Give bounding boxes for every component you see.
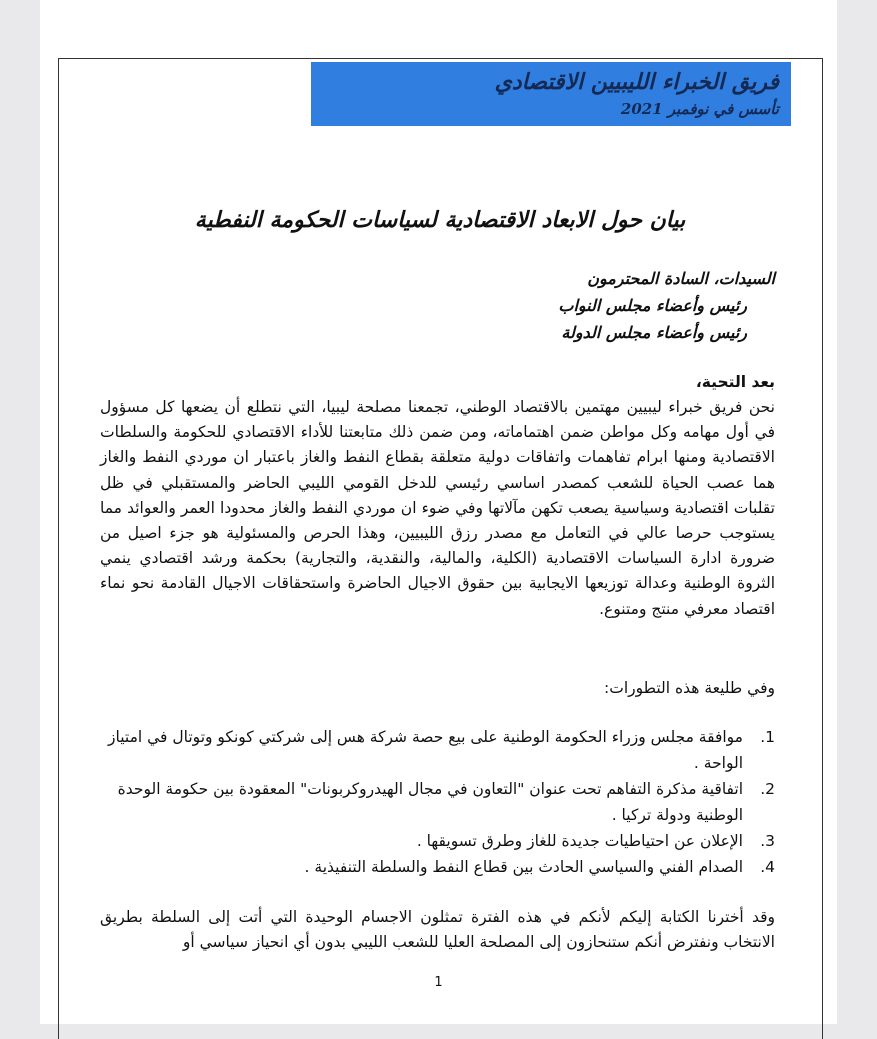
list-number: 4. (760, 858, 775, 876)
list-number: 2. (760, 780, 775, 798)
list-item (85, 724, 775, 776)
document-title: بيان حول الابعاد الاقتصادية لسياسات الحكومة النفطية (194, 207, 686, 233)
list-item (85, 828, 775, 854)
list-item (85, 854, 775, 880)
list-item-text: الصدام الفني والسياسي الحادث بين قطاع النفط والسلطة التنفيذية . (304, 858, 743, 876)
developments-intro: وفي طليعة هذه التطورات: (604, 679, 775, 697)
addressee-line: السيدات، السادة المحترمون (587, 269, 775, 288)
list-item-text: الإعلان عن احتياطيات جديدة للغاز وطرق تسويقها . (416, 832, 743, 850)
developments-list (85, 724, 775, 880)
list-item (85, 776, 775, 828)
greeting: بعد التحية، (695, 373, 775, 391)
intro-paragraph: نحن فريق خبراء ليبيين مهتمين بالاقتصاد الوطني، تجمعنا مصلحة ليبيا، التي نتطلع أن يضعها كل مسؤول في أول مهامه وكل مواطن ضمن اهتماماته، ومن ضمن ذلك متابعتنا للأداء الاقتصادي للحكومة والسلطات الاقتصادية ومنها ابرام تفاهمات واتفاقات دولية متعلقة بقطاع النفط والغاز باعتبار ان موردي النفط والغاز هما عصب الحياة للشعب كمصدر اساسي رئيسي للدخل القومي الليبي الحاضر والمستقبلي في ظل تقلبات اقتصادية وسياسية يصعب تكهن مآلاتها وفي ضوء ان موردي النفط والغاز محدودا العمر والعوائد مما يستوجب حرصا عالي في التعامل مع مصدر رزق الليبيين، وهذا الحرص والمسئولية هو جزء اصيل من ضرورة ادارة السياسات الاقتصادية (الكلية، والمالية، والنقدية، والتجارية) بحكمة ورشد اقتصادي ينمي الثروة الوطنية وعدالة توزيعها الايجابية بين حقوق الاجيال الحاضرة واستحقاقات الاجيال القادمة نحو نماء اقتصاد معرفي منتج ومتنوع. (100, 398, 775, 618)
page-number: 1 (434, 975, 443, 990)
addressee-block (558, 265, 775, 346)
closing-paragraph: وقد أخترنا الكتابة إليكم لأنكم في هذه الفترة تمثلون الاجسام الوحيدة التي أتت إلى السلطة بطريق الانتخاب ونفترض أنكم ستنحازون إلى المصلحة العليا للشعب الليبي بدون أي انحياز سياسي أو (100, 908, 775, 951)
founded-date: تأسس في نوفمبر 2021 (620, 100, 779, 118)
organization-name: فريق الخبراء الليبيين الاقتصادي (494, 69, 779, 95)
list-number: 1. (760, 728, 775, 746)
header-banner (311, 62, 791, 126)
addressee-line: رئيس وأعضاء مجلس الدولة (561, 323, 747, 342)
document-page (40, 0, 837, 1024)
list-number: 3. (760, 832, 775, 850)
list-item-text: موافقة مجلس وزراء الحكومة الوطنية على بيع حصة شركة هس إلى شركتي كونكو وتوتال في امتياز الواحة . (108, 728, 743, 772)
addressee-line: رئيس وأعضاء مجلس النواب (558, 296, 747, 315)
list-item-text: اتفاقية مذكرة التفاهم تحت عنوان "التعاون في مجال الهيدروكربونات" المعقودة بين حكومة الوحدة الوطنية ودولة تركيا . (117, 780, 743, 824)
